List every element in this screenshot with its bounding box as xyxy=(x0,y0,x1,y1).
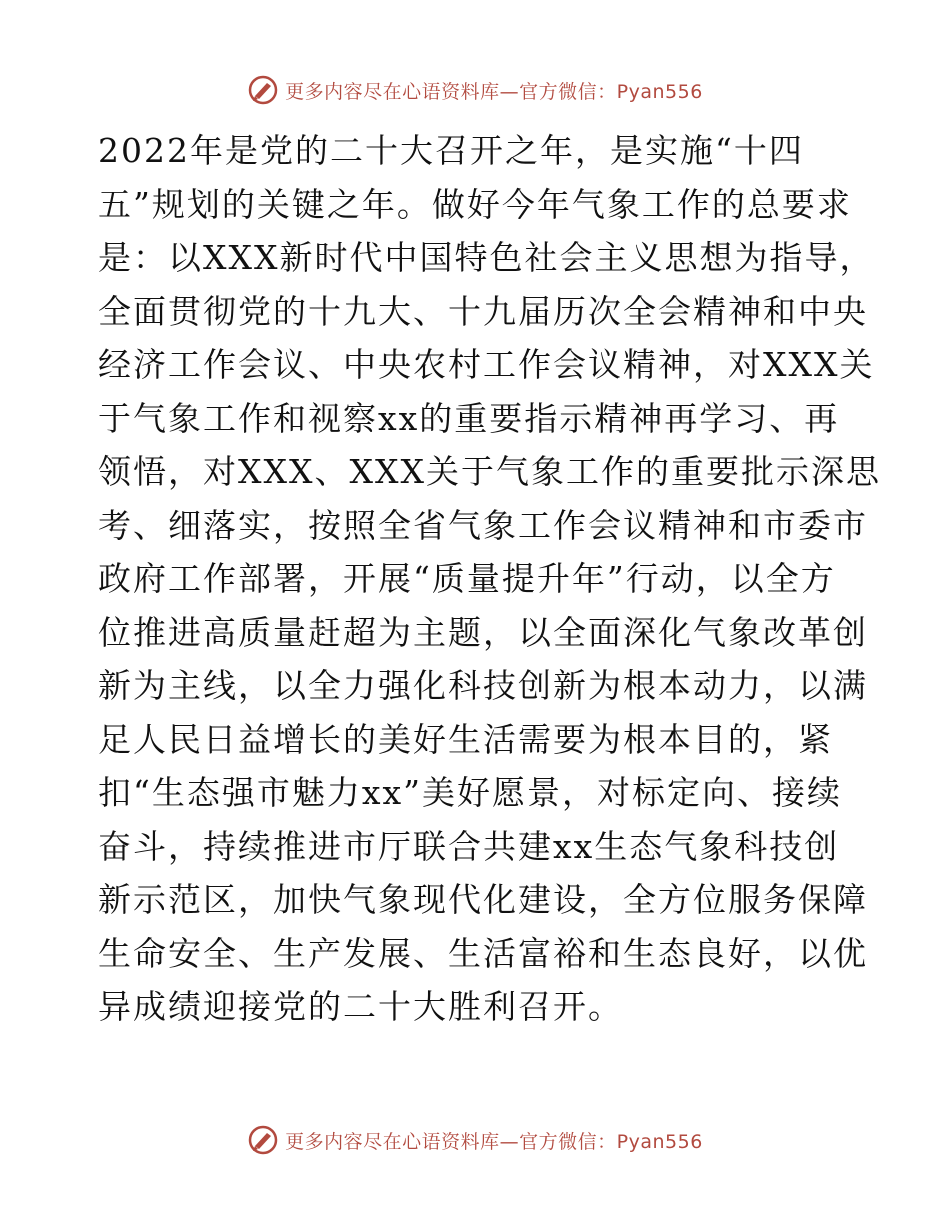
text-line: 扣“生态强市魅力xx”美好愿景，对标定向、接续 xyxy=(98,773,842,812)
text-line: 2022年是党的二十大召开之年，是实施“十四 xyxy=(98,131,804,170)
text-line: 是：以XXX新时代中国特色社会主义思想为指导， xyxy=(98,238,875,277)
text-line: 异成绩迎接党的二十大胜利召开。 xyxy=(98,987,623,1026)
text-line: 于气象工作和视察xx的重要指示精神再学习、再 xyxy=(98,398,840,438)
footer-watermark xyxy=(0,1120,950,1160)
watermark-text: 更多内容尽在心语资料库—官方微信：Pyan556 xyxy=(285,80,703,103)
text-line: 经济工作会议、中央农村工作会议精神，对XXX关 xyxy=(98,345,875,384)
text-line: 领悟，对XXX、XXX关于气象工作的重要批示深思 xyxy=(98,452,881,491)
document-body xyxy=(98,124,881,1034)
text-line: 位推进高质量赶超为主题，以全面深化气象改革创 xyxy=(98,612,868,652)
text-line: 足人民日益增长的美好生活需要为根本目的，紧 xyxy=(98,719,833,759)
watermark-text: 更多内容尽在心语资料库—官方微信：Pyan556 xyxy=(285,1130,703,1153)
text-line: 全面贯彻党的十九大、十九届历次全会精神和中央 xyxy=(98,291,868,331)
text-line: 政府工作部署，开展“质量提升年”行动，以全方 xyxy=(98,559,836,598)
text-line: 考、细落实，按照全省气象工作会议精神和市委市 xyxy=(98,505,868,545)
text-line: 新为主线，以全力强化科技创新为根本动力，以满 xyxy=(98,666,868,705)
text-line: 新示范区，加快气象现代化建设，全方位服务保障 xyxy=(98,880,868,919)
header-watermark xyxy=(0,70,950,110)
pen-logo-icon xyxy=(247,1124,279,1156)
pen-logo-icon xyxy=(247,74,279,106)
text-line: 五”规划的关键之年。做好今年气象工作的总要求 xyxy=(98,184,852,224)
text-line: 奋斗，持续推进市厅联合共建xx生态气象科技创 xyxy=(98,826,840,866)
text-line: 生命安全、生产发展、生活富裕和生态良好，以优 xyxy=(98,933,868,973)
